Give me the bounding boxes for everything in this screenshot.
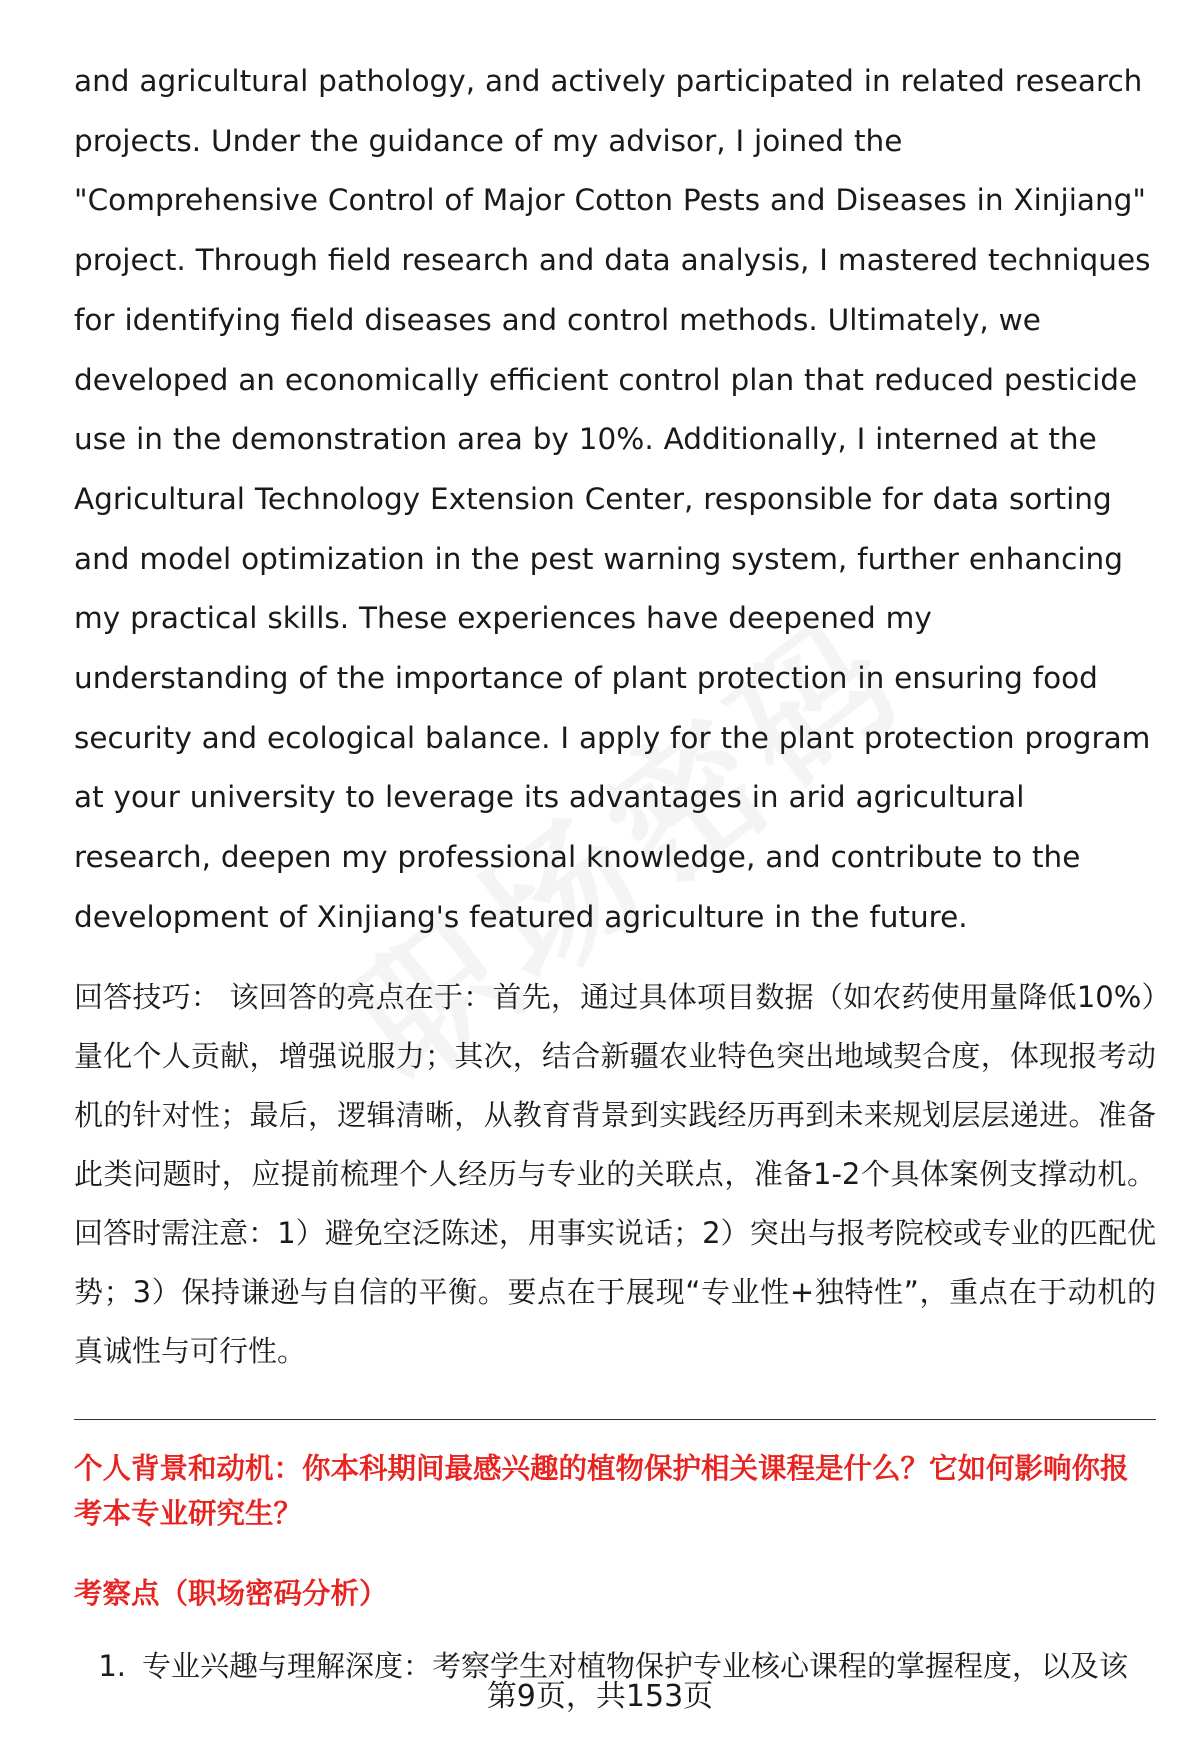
section-divider	[74, 1419, 1156, 1420]
page-number-footer: 第9页，共153页	[486, 1679, 714, 1714]
list-item-number: 1.	[98, 1648, 126, 1683]
answer-tips-paragraph: 回答技巧： 该回答的亮点在于：首先，通过具体项目数据（如农药使用量降低10%）量化个人贡献，增强说服力；其次，结合新疆农业特色突出地域契合度，体现报考动机的针对性；最后，逻辑清晰，从教育背景到实践经历再到未来规划层层递进。准备此类问题时，应提前梳理个人经历与专业的关联点，准备1-2个具体案例支撑动机。回答时需注意：1）避免空泛陈述，用事实说话；2）突出与报考院校或专业的匹配优势；3）保持谦逊与自信的平衡。要点在于展现“专业性+独特性”，重点在于动机的真诚性与可行性。	[74, 979, 1156, 1368]
answer-paragraph: and agricultural pathology, and actively participated in related research projects. Under the guidance of my advisor, I joined the "Comprehensive Control of Major Cotton Pests and Diseases in Xinjiang" project. Through field research and data analysis, I mastered techniques for identifying field diseases and control methods. Ultimately, we developed an economically efficient control plan that reduced pesticide use in the demonstration area by 10%. Additionally, I interned at the Agricultural Technology Extension Center, responsible for data sorting and model optimization in the pest warning system, further enhancing my practical skills. These experiences have deepened my understanding of the importance of plant protection in ensuring food security and ecological balance. I apply for the plant protection program at your university to leverage its advantages in arid agricultural research, deepen my professional knowledge, and contribute to the development of Xinjiang's featured agriculture in the future.	[74, 64, 1151, 934]
list-item-text: 专业兴趣与理解深度：考察学生对植物保护专业核心课程的掌握程度，以及该	[142, 1648, 1129, 1683]
analysis-heading: 考察点（职场密码分析）	[74, 1576, 388, 1610]
question-heading: 个人背景和动机：你本科期间最感兴趣的植物保护相关课程是什么？它如何影响你报考本专业研究生？	[74, 1451, 1129, 1530]
page-content	[74, 52, 1156, 1688]
